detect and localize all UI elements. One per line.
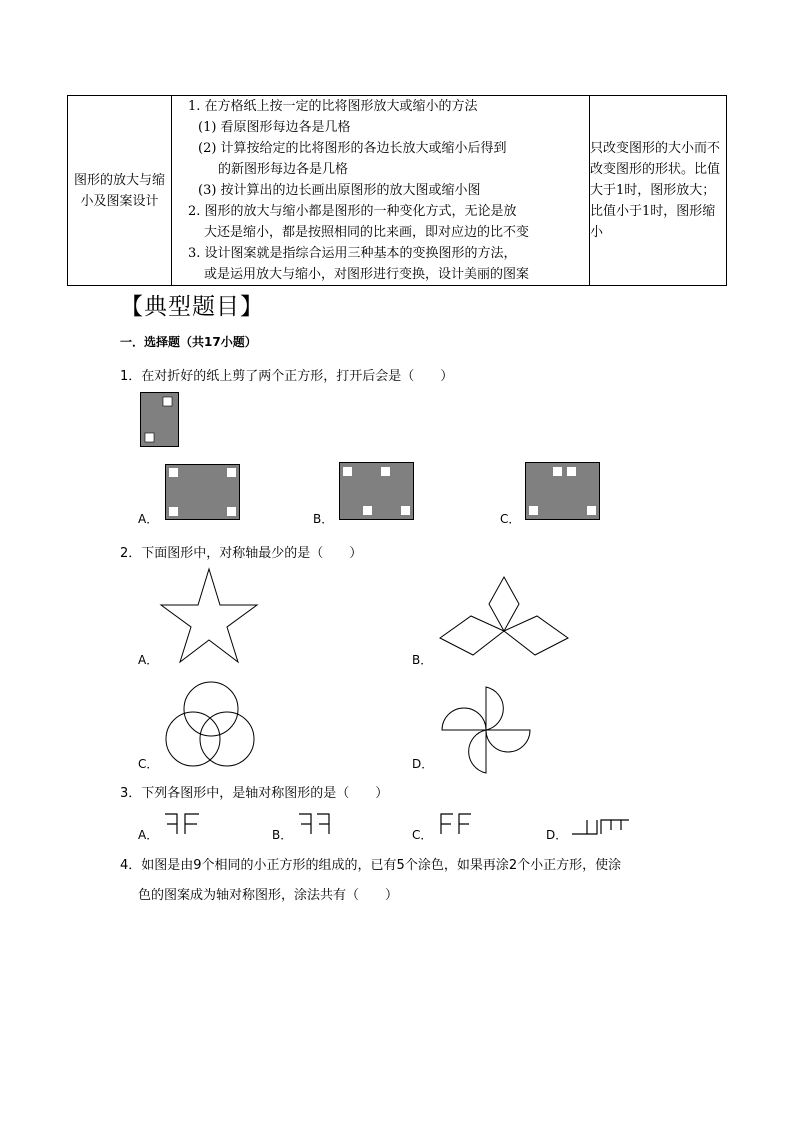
note-cell bbox=[590, 96, 727, 286]
note-text: 只改变图形的大小而不改变图形的形状。比值大于1时，图形放大；比值小于1时，图形缩小 bbox=[590, 141, 721, 240]
option-b-label: B． bbox=[412, 653, 433, 667]
question-1: 1．在对折好的纸上剪了两个正方形，打开后会是（ ） bbox=[120, 369, 454, 384]
question-4: 4．如图是由9个相同的小正方形的组成的，已有5个涂色，如果再涂2个小正方形，使涂 bbox=[120, 858, 622, 873]
content-line: 的新图形每边各是几格 bbox=[218, 162, 349, 177]
q3-option-b-shape bbox=[297, 812, 337, 836]
option-a-label: A． bbox=[138, 653, 159, 667]
q3-option-c-shape bbox=[437, 812, 477, 836]
q2-three-circles-figure bbox=[163, 680, 259, 770]
question-4-continued: 色的图案成为轴对称图形，涂法共有（ ） bbox=[138, 888, 399, 903]
option-b-label: B． bbox=[272, 828, 293, 842]
option-c-label: C． bbox=[412, 828, 433, 842]
q2-star-figure bbox=[160, 568, 260, 664]
q2-pinwheel-figure bbox=[438, 685, 533, 775]
content-line: 大还是缩小，都是按照相同的比来画，即对应边的比不变 bbox=[204, 225, 530, 240]
content-line: (1) 看原图形每边各是几格 bbox=[198, 120, 351, 135]
option-c-label: C． bbox=[500, 512, 521, 526]
content-line: (2) 计算按给定的比将图形的各边长放大或缩小后得到 bbox=[198, 141, 507, 156]
option-c-label: C． bbox=[138, 757, 159, 771]
option-d-label: D． bbox=[546, 828, 568, 842]
q2-three-rhombus-figure bbox=[438, 575, 570, 665]
option-d-label: D． bbox=[412, 757, 434, 771]
topic-text: 图形的放大与缩小及图案设计 bbox=[73, 172, 165, 209]
q3-option-a-shape bbox=[163, 812, 203, 836]
question-2: 2．下面图形中，对称轴最少的是（ ） bbox=[120, 546, 363, 561]
option-a-label: A． bbox=[138, 828, 159, 842]
q1-folded-paper bbox=[140, 392, 180, 448]
content-line: 或是运用放大与缩小，对图形进行变换，设计美丽的图案 bbox=[204, 267, 530, 282]
topic-cell bbox=[68, 96, 172, 286]
q3-option-d-shape bbox=[571, 818, 631, 836]
q1-option-c-figure bbox=[525, 462, 600, 520]
content-line: 1. 在方格纸上按一定的比将图形放大或缩小的方法 bbox=[188, 99, 478, 114]
option-b-label: B． bbox=[313, 512, 334, 526]
content-cell bbox=[172, 96, 590, 286]
q1-option-b-figure bbox=[339, 462, 414, 520]
section-heading: 【典型题目】 bbox=[120, 294, 264, 320]
content-line: 3. 设计图案就是指综合运用三种基本的变换图形的方法， bbox=[188, 246, 517, 261]
content-line: 2. 图形的放大与缩小都是图形的一种变化方式，无论是放 bbox=[188, 204, 517, 219]
question-3: 3．下列各图形中，是轴对称图形的是（ ） bbox=[120, 786, 389, 801]
q1-option-a-figure bbox=[165, 464, 240, 520]
content-line: (3) 按计算出的边长画出原图形的放大图或缩小图 bbox=[198, 183, 481, 198]
summary-table bbox=[67, 95, 727, 286]
question-section-title: 一．选择题（共17小题） bbox=[120, 335, 257, 349]
option-a-label: A． bbox=[138, 512, 159, 526]
